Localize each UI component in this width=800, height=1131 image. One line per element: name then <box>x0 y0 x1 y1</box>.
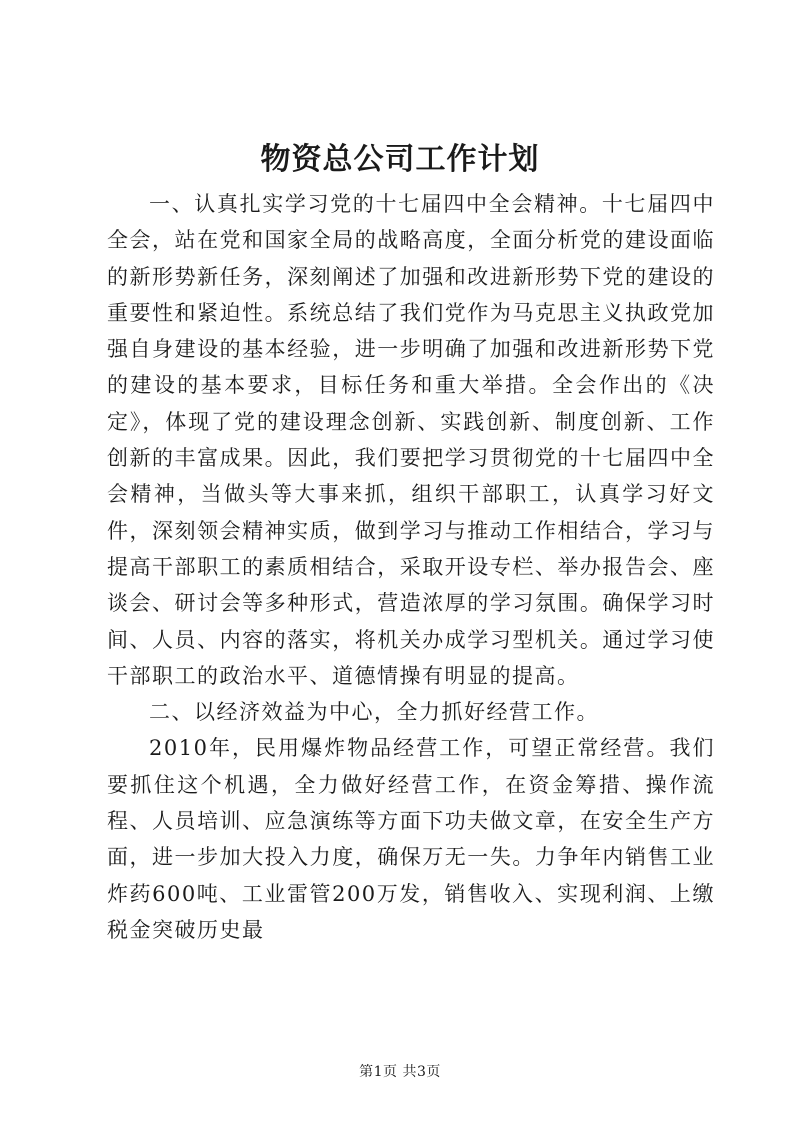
document-title: 物资总公司工作计划 <box>260 142 540 177</box>
page-footer: 第1页 共3页 <box>359 1064 441 1080</box>
paragraph-study-plenary: 一、认真扎实学习党的十七届四中全会精神。十七届四中全会，站在党和国家全局的战略高度，全面分析党的建设面临的新形势新任务，深刻阐述了加强和改进新形势下党的建设的重要性和紧迫性。系统总结了我们党作为马克思主义执政党加强自身建设的基本经验，进一步明确了加强和改进新形势下党的建设的基本要求，目标任务和重大举措。全会作出的《决定》，体现了党的建设理念创新、实践创新、制度创新、工作创新的丰富成果。因此，我们要把学习贯彻党的十七届四中全会精神，当做头等大事来抓，组织干部职工，认真学习好文件，深刻领会精神实质，做到学习与推动工作相结合，学习与提高干部职工的素质相结合，采取开设专栏、举办报告会、座谈会、研讨会等多种形式，营造浓厚的学习氛围。确保学习时间、人员、内容的落实，将机关办成学习型机关。通过学习使干部职工的政治水平、道德情操有明显的提高。 <box>107 192 715 688</box>
document-body <box>107 186 715 948</box>
paragraph-economic-heading: 二、以经济效益为中心，全力抓好经营工作。 <box>149 700 599 725</box>
paragraph-business-2010: 2010年，民用爆炸物品经营工作，可望正常经营。我们要抓住这个机遇，全力做好经营工作，在资金筹措、操作流程、人员培训、应急演练等方面下功夫做文章，在安全生产方面，进一步加大投入力度，确保万无一失。力争年内销售工业炸药600吨、工业雷管200万发，销售收入、实现利润、上缴税金突破历史最 <box>107 736 715 942</box>
